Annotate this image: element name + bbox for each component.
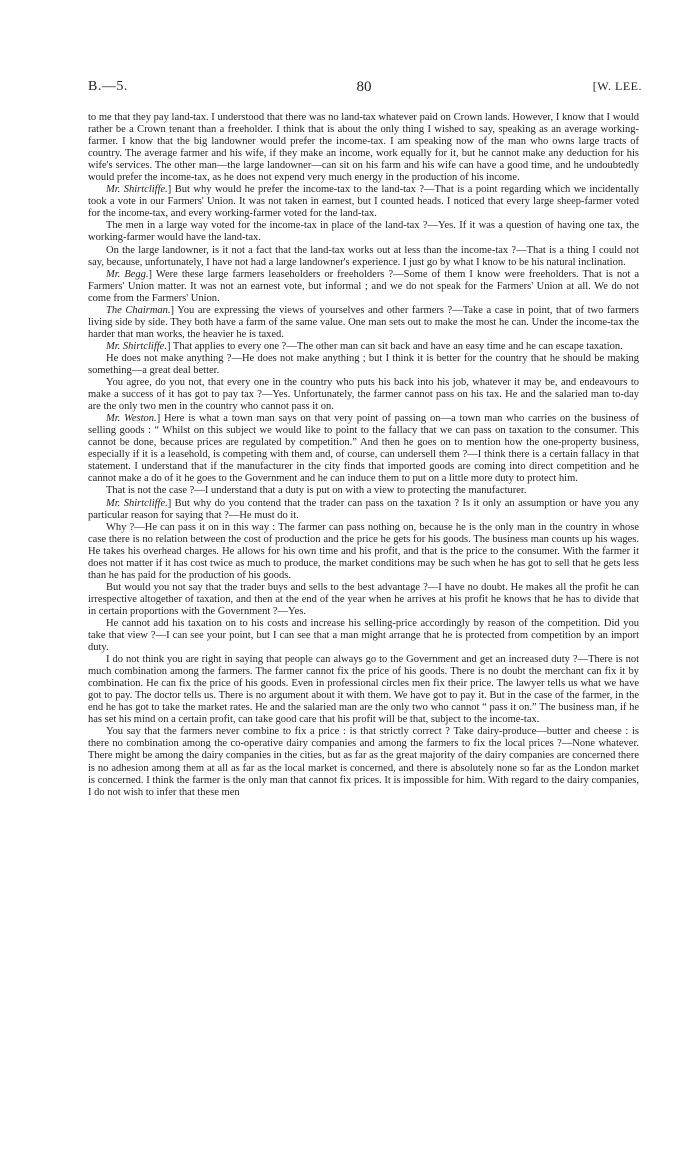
paragraph: The men in a large way voted for the income-tax in place of the land-tax ?—Yes. If it was a question of having one tax, the working-farmer would have the land-tax. <box>88 220 639 244</box>
paragraph: Mr. Shirtcliffe.] That applies to every one ?—The other man can sit back and have an easy time and he can escape taxation. <box>106 340 623 352</box>
paragraph: The Chairman.] You are expressing the views of yourselves and other farmers ?—Take a case in point, that of two farmers living side by side. They both have a farm of the same value. One man sets out to make the most he can. Under the income-tax the harder that man works, the heavier he is taxed. <box>88 304 639 340</box>
document-reference: B.—5. <box>88 79 128 94</box>
paragraph: You say that the farmers never combine to fix a price : is that strictly correct ? Take dairy-produce—butter and cheese : is there no combination among the co-operative dairy companies and among the farmers to fix the local prices ?—None whatever. There might be among the dairy companies in the cities, but as far as the great majority of the dairy companies are concerned there is no adhesion among them at all as far as the local market is concerned, and there is absolutely none so far as the London market is concerned. I think the farmer is the only man that cannot fix prices. It is impossible for him. With regard to the dairy companies, I do not wish to infer that these men <box>88 726 639 798</box>
page-number: 80 <box>356 79 372 95</box>
paragraph: Mr. Begg.] Were these large farmers leaseholders or freeholders ?—Some of them I know were freeholders. That is not a Farmers' Union matter. It was not an earnest vote, but informal ; and we do not speak for the Farmers' Union at all. We do not come from the Farmers' Union. <box>88 268 639 304</box>
paragraph: Mr. Shirtcliffe.] But why do you contend that the trader can pass on the taxation ? Is it only an assumption or have you any particular reason for saying that ?—He must do it. <box>88 497 639 521</box>
paragraph: I do not think you are right in saying that people can always go to the Government and get an increased duty ?—There is not much combination among the farmers. The farmer cannot fix the price of his goods. There is no doubt the merchant can fix it by combination. He can fix the price of his goods. Even in professional circles men fix their price. The lawyer tells us what we have got to pay. The doctor tells us. There is no argument about it with them. We have got to pay it. But in the case of the farmer, in the end he has got to take the market rates. He and the salaried man are the only two who cannot “ pass it on.” The business man, if he has set his mind on a certain profit, can take good care that his profit will be that, subject to the income-tax. <box>88 654 639 726</box>
paragraph: On the large landowner, is it not a fact that the land-tax works out at less than the income-tax ?—That is a thing I could not say, because, unfortunately, I have not had a large landowner's experience. I just go by what I know to be his natural inclination. <box>88 244 639 268</box>
paragraph: Mr. Shirtcliffe.] But why would he prefer the income-tax to the land-tax ?—That is a point regarding which we incidentally took a vote in our Farmers' Union. It was not taken in earnest, but I counted heads. I noticed that every large sheep-farmer voted for the income-tax, and every working-farmer voted for the land-tax. <box>88 184 639 220</box>
page-body <box>88 112 639 799</box>
paragraph: Why ?—He can pass it on in this way : The farmer can pass nothing on, because he is the only man in the country in whose case there is no relation between the cost of production and the price he gets for his goods. The business man counts up his wages. He takes his overhead charges. He allows for his own time and his profit, and that is the price to the consumer. With the farmer it does not matter if it has cost twice as much to produce, the market conditions may be such when he has got to sell that he gets less than he has paid for the production of his goods. <box>88 521 639 581</box>
witness-name: [W. LEE. <box>592 79 642 93</box>
paragraph: He does not make anything ?—He does not make anything ; but I think it is better for the country that he should be making something—a great deal better. <box>88 352 639 376</box>
paragraph: Mr. Weston.] Here is what a town man says on that very point of passing on—a town man who carries on the business of selling goods : “ Whilst on this subject we would like to point to the fallacy that we can pass on taxation to the consumer. This cannot be done, because prices are regulated by competition.” And then he goes on to mention how the one-property business, especially if it is a leasehold, is competing with them and, of course, can undersell them ?—I think there is a certain fallacy in that statement. I understand that if the manufacturer in the city finds that imported goods are coming into direct competition and he cannot make a do of it he goes to the Government and he can induce them to put on a little more duty to protect him. <box>88 413 639 485</box>
paragraph: He cannot add his taxation on to his costs and increase his selling-price accordingly by reason of the competition. Did you take that view ?—I can see your point, but I can see that a man might arrange that he is protected from competition by an import duty. <box>88 617 639 654</box>
paragraph: to me that they pay land-tax. I understood that there was no land-tax whatever paid on Crown lands. However, I know that I would rather be a Crown tenant than a freeholder. I think that is about the only thing I wished to say, speaking as an average working-farmer. I know that the big landowner would prefer the income-tax. I am speaking now of the man who owns large tracts of country. The average farmer and his wife, if they make an income, work equally for it, but he cannot make any deduction for his wife's services. The other man—the large landowner—can sit on his farm and his wife can have a good time, and he undoubtedly would prefer the income-tax, as he does not expend very much energy in the production of his income. <box>88 112 639 184</box>
paragraph: But would you not say that the trader buys and sells to the best advantage ?—I have no doubt. He makes all the profit he can irrespective altogether of taxation, and then at the end of the year when he arrives at his profit he knows that he has to divide that in certain proportions with the Government ?—Yes. <box>88 581 639 617</box>
paragraph: You agree, do you not, that every one in the country who puts his back into his job, whatever it may be, and endeavours to make a success of it has got to pay tax ?—Yes. Unfortunately, the farmer cannot pass on his tax. He and the salaried man to-day are the only two men in the country who cannot pass it on. <box>88 377 639 413</box>
page-header <box>88 79 640 99</box>
paragraph: That is not the case ?—I understand that a duty is put on with a view to protecting the manufacturer. <box>106 485 527 497</box>
